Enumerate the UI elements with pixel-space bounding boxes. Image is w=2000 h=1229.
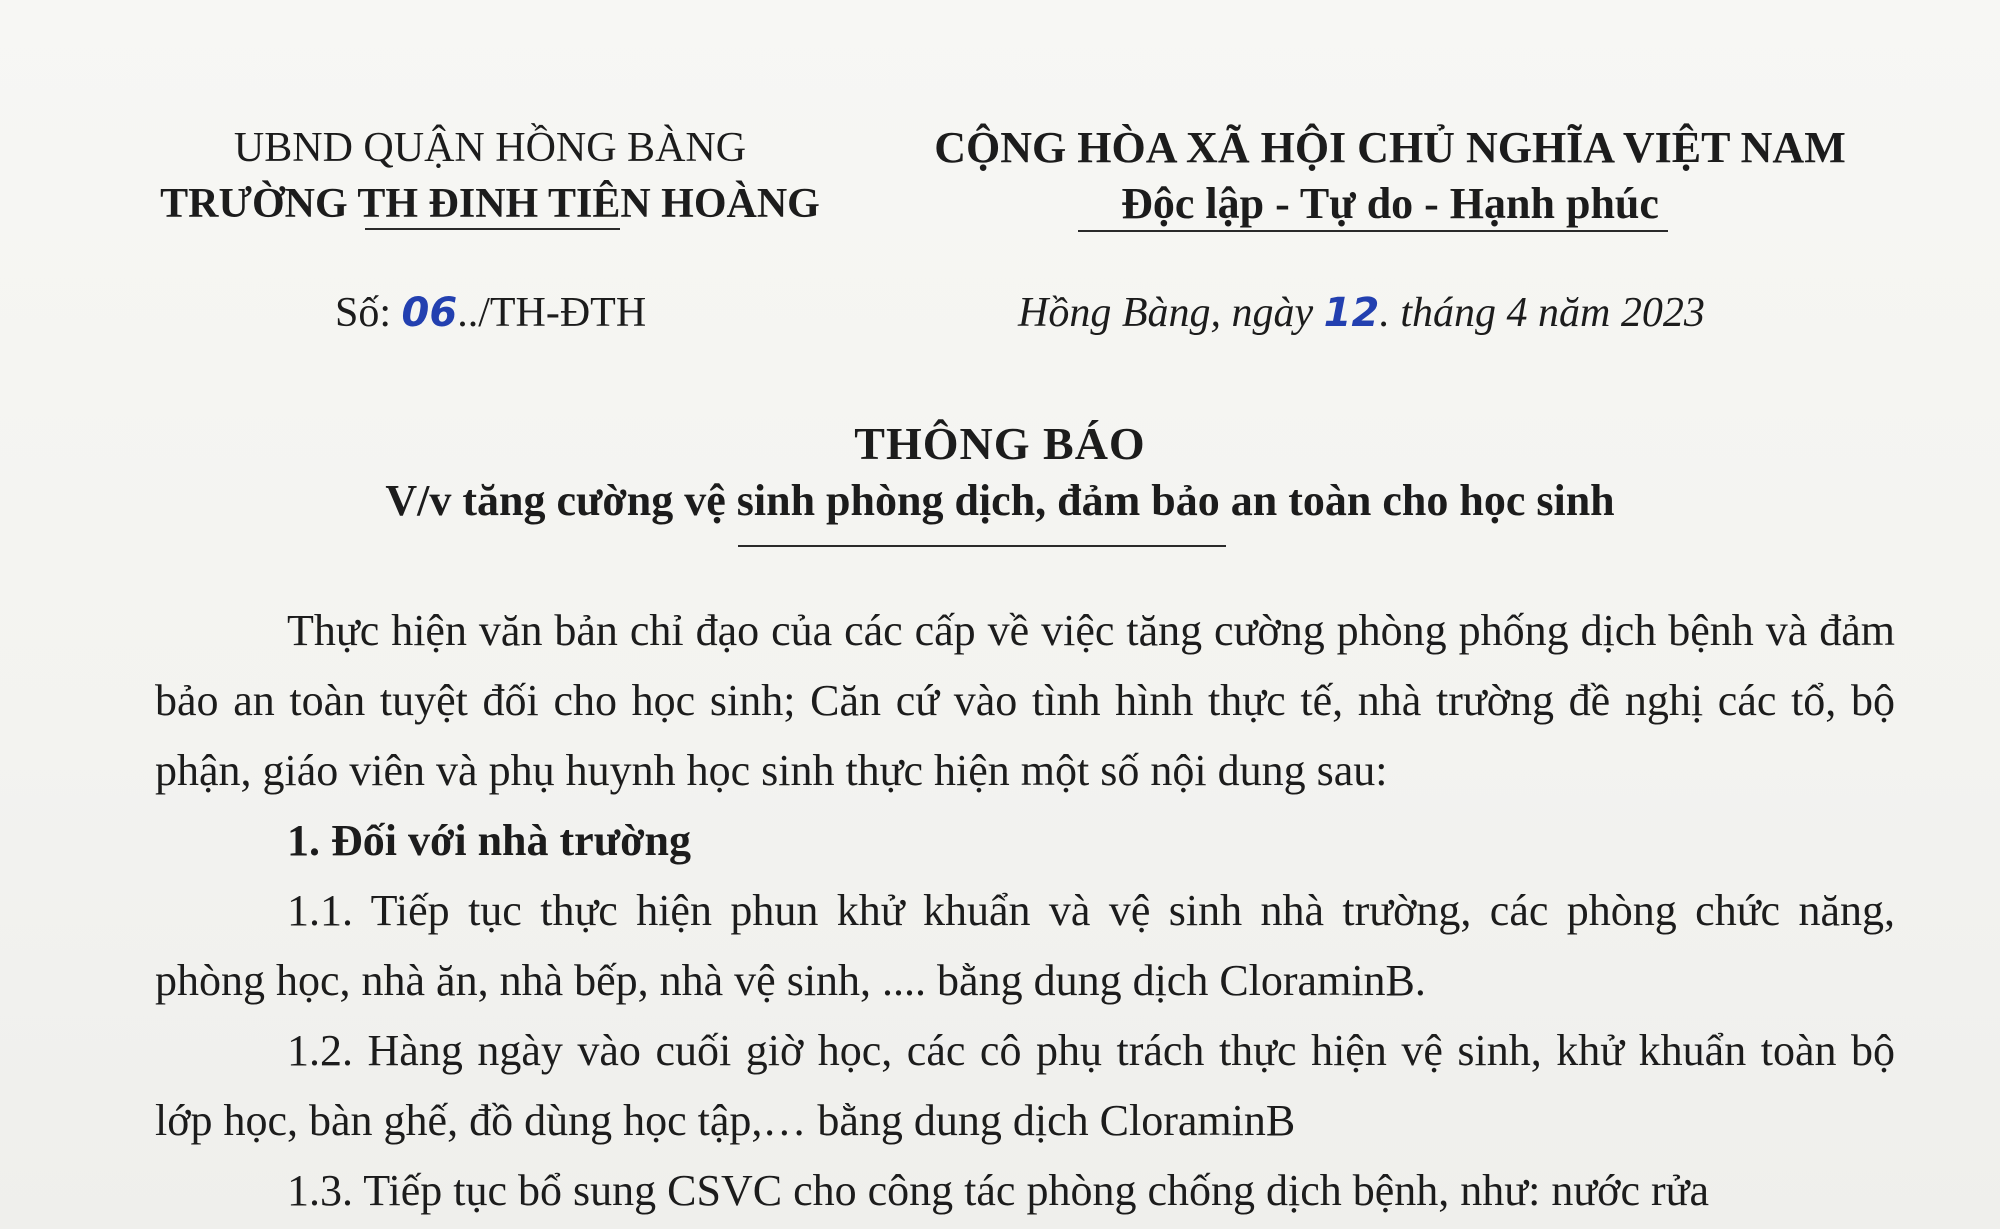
document-subtitle: V/v tăng cường vệ sinh phòng dịch, đảm bảo an toàn cho học sinh	[385, 476, 1615, 525]
document-number	[335, 285, 646, 341]
date-prefix: Hồng Bàng, ngày	[1018, 290, 1324, 336]
intro-paragraph: Thực hiện văn bản chỉ đạo của các cấp về việc tăng cường phòng phống dịch bệnh và đảm bảo an toàn tuyệt đối cho học sinh; Căn cứ vào tình hình thực tế, nhà trường đề nghị các tổ, bộ phận, giáo viên và phụ huynh học sinh thực hiện một số nội dung sau:	[155, 606, 1895, 795]
number-prefix: Số:	[335, 290, 402, 336]
handwritten-day: 12	[1323, 290, 1380, 336]
item-1-1: 1.1. Tiếp tục thực hiện phun khử khuẩn và vệ sinh nhà trường, các phòng chức năng, phòng học, nhà ăn, nhà bếp, nhà vệ sinh, .... bằng dung dịch CloraminB.	[155, 886, 1895, 1005]
subtitle-underline	[738, 545, 1226, 547]
document-date	[1018, 285, 1705, 341]
document-body	[155, 596, 1895, 1226]
issuer-underline	[365, 228, 620, 230]
issuer-district: UBND QUẬN HỒNG BÀNG	[233, 125, 747, 171]
national-header	[880, 120, 1900, 232]
national-title: CỘNG HÒA XÃ HỘI CHỦ NGHĨA VIỆT NAM	[934, 123, 1846, 172]
document-title: THÔNG BÁO	[854, 418, 1146, 469]
number-suffix: ../TH-ĐTH	[457, 290, 647, 336]
issuer-header	[130, 120, 850, 232]
section-1-heading: 1. Đối với nhà trường	[287, 816, 691, 865]
issuer-school: TRƯỜNG TH ĐINH TIÊN HOÀNG	[160, 181, 820, 227]
date-suffix: . tháng 4 năm 2023	[1379, 290, 1705, 336]
item-1-3: 1.3. Tiếp tục bổ sung CSVC cho công tác phòng chống dịch bệnh, như: nước rửa	[287, 1166, 1710, 1215]
item-1-2: 1.2. Hàng ngày vào cuối giờ học, các cô phụ trách thực hiện vệ sinh, khử khuẩn toàn bộ lớp học, bàn ghế, đồ dùng học tập,… bằng dung dịch CloraminB	[155, 1026, 1895, 1145]
national-motto: Độc lập - Tự do - Hạnh phúc	[1121, 179, 1659, 228]
handwritten-number: 06	[401, 290, 458, 336]
motto-underline	[1078, 230, 1668, 232]
